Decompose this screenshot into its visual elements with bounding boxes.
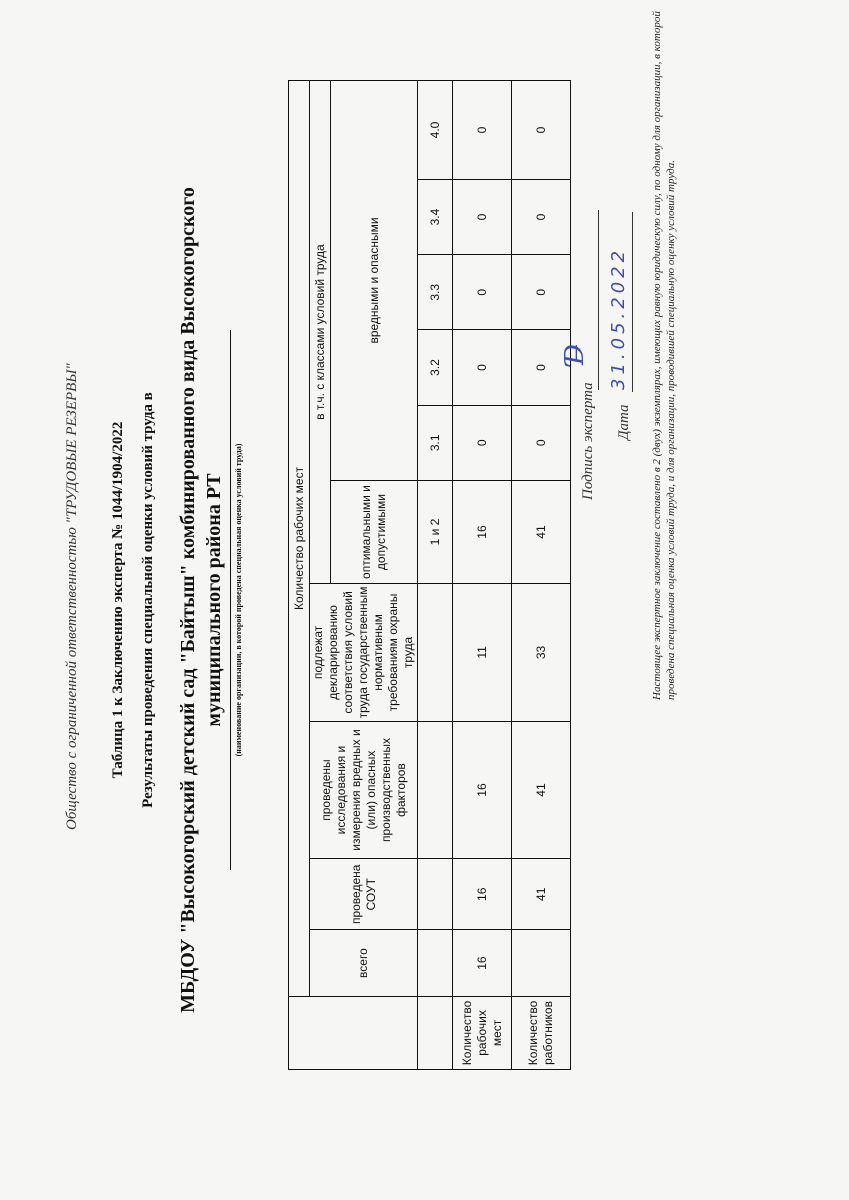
organization-name: МБДОУ "Высокогорский детский сад "Байтыш" комбинированного вида Высокогорского муниципального района РТ xyxy=(177,187,225,1013)
org-underline xyxy=(230,330,231,870)
org-name-caption: (наименование организации, в которой проведена специальная оценка условий труда) xyxy=(234,443,243,757)
table-title: Таблица 1 к Заключению эксперта № 1044/1904/2022 xyxy=(110,421,126,779)
table-cell: 16 xyxy=(453,930,512,997)
table-corner-cell xyxy=(289,996,418,1069)
organization-header: Общество с ограниченной ответственностью "ТРУДОВЫЕ РЕЗЕРВЫ" xyxy=(64,363,80,830)
table-cell: 0 xyxy=(453,179,512,254)
table-cell: 41 xyxy=(512,480,571,583)
table-cell: 0 xyxy=(512,405,571,480)
table-cell: 16 xyxy=(453,721,512,859)
row-label: Количество работников xyxy=(512,996,571,1069)
table-cell: 41 xyxy=(512,721,571,859)
col-sout-header: проведена СОУТ xyxy=(310,859,418,930)
table-cell: 0 xyxy=(453,255,512,330)
footer-note: Настоящее экспертное заключение составлено в 2 (двух) экземплярах, имеющих равную юридическую силу, по одному для организации, в которой проведена специальная оценка условий труда, и для организации, проводившей специальную оценку условий труда. xyxy=(651,11,677,700)
class-label: 3.3 xyxy=(418,255,453,330)
signature-mark: Ɗ̶ xyxy=(560,344,590,365)
date-value: 31.05.2022 xyxy=(608,246,629,390)
classes-header: в т.ч. с классами условий труда xyxy=(310,81,331,584)
class-label: 4.0 xyxy=(418,81,453,180)
signature-line xyxy=(598,210,599,390)
table-cell: 16 xyxy=(453,859,512,930)
col-declaration-header: подлежат декларированию соответствия условий труда государственным нормативным требованиям охраны труда xyxy=(310,584,418,722)
workplaces-count-header: Количество рабочих мест xyxy=(289,81,310,997)
table-cell: 0 xyxy=(512,255,571,330)
class-label: 1 и 2 xyxy=(418,480,453,583)
table-cell: 16 xyxy=(453,480,512,583)
table-cell xyxy=(512,930,571,997)
table-cell: 11 xyxy=(453,584,512,722)
date-label: Дата xyxy=(616,404,632,440)
table-cell: 33 xyxy=(512,584,571,722)
class-label: 3.2 xyxy=(418,330,453,405)
table-cell: 0 xyxy=(453,330,512,405)
table-cell: 0 xyxy=(453,405,512,480)
table-row xyxy=(453,81,512,1070)
results-subtitle: Результаты проведения специальной оценки условий труда в xyxy=(140,392,156,808)
table-cell: 0 xyxy=(512,330,571,405)
table-cell: 0 xyxy=(512,81,571,180)
col-total-header: всего xyxy=(310,930,418,997)
table-cell: 0 xyxy=(512,179,571,254)
table-cell: 41 xyxy=(512,859,571,930)
signature-label: Подпись эксперта xyxy=(580,382,596,500)
table-cell: 0 xyxy=(453,81,512,180)
class-label: 3.4 xyxy=(418,179,453,254)
date-line xyxy=(632,212,633,392)
results-table xyxy=(288,80,571,1070)
optimal-header: оптимальными и допустимыми xyxy=(331,480,418,583)
row-label: Количество рабочих мест xyxy=(453,996,512,1069)
class-label: 3.1 xyxy=(418,405,453,480)
table-row xyxy=(512,81,571,1070)
col-research-header: проведены исследования и измерения вредных и (или) опасных производственных факторов xyxy=(310,721,418,859)
harmful-header: вредными и опасными xyxy=(331,81,418,481)
